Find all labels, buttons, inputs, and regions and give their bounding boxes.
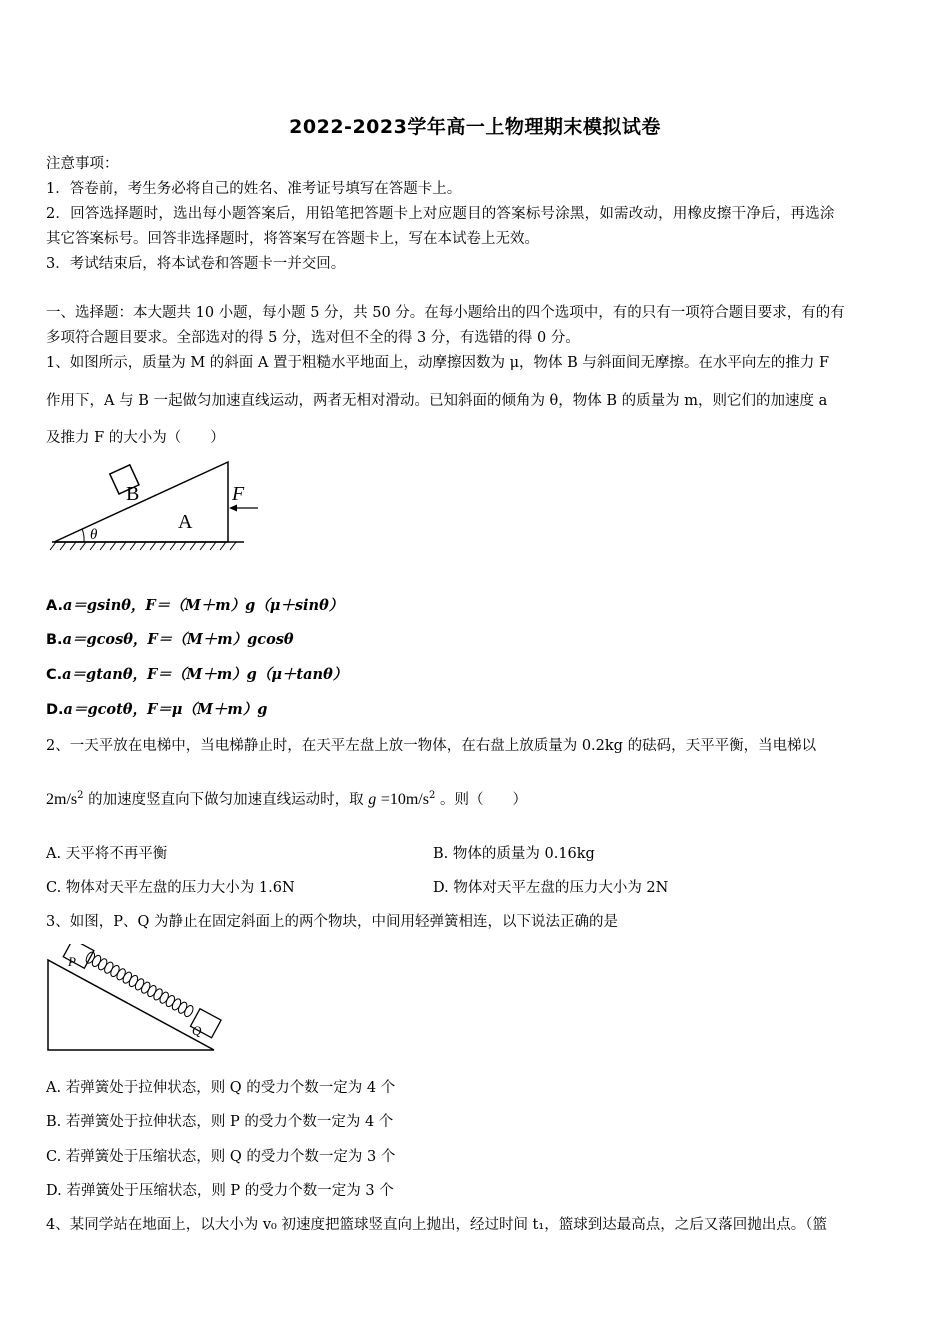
block-q-label: Q bbox=[192, 1023, 202, 1038]
block-p-label: P bbox=[68, 954, 76, 969]
q2-option-d[interactable]: D. 物体对天平左盘的压力大小为 2N bbox=[433, 880, 669, 896]
angle-label: θ bbox=[90, 527, 98, 543]
q3-option-a[interactable]: A. 若弹簧处于拉伸状态，则 Q 的受力个数一定为 4 个 bbox=[46, 1080, 396, 1096]
q2-option-b[interactable]: B. 物体的质量为 0.16kg bbox=[433, 846, 595, 862]
section-intro-line-2: 多项符合题目要求。全部选对的得 5 分，选对但不全的得 3 分，有选错的得 0 分。 bbox=[46, 330, 580, 346]
angle-arc bbox=[82, 529, 84, 542]
q2-g-value: =10m/s bbox=[380, 791, 429, 808]
q1-option-c-letter: C. bbox=[46, 667, 63, 683]
q1-option-c-text: a＝gtanθ，F＝（M＋m）g（μ＋tanθ） bbox=[62, 666, 348, 683]
q3-stem-line-1: 3、如图，P、Q 为静止在固定斜面上的两个物块，中间用轻弹簧相连，以下说法正确的是 bbox=[46, 914, 618, 930]
notice-item-1: 1．答卷前，考生务必将自己的姓名、准考证号填写在答题卡上。 bbox=[46, 181, 462, 197]
q1-option-a[interactable] bbox=[46, 594, 343, 615]
ground-hatch bbox=[50, 542, 236, 550]
q1-stem-line-2: 作用下，A 与 B 一起做匀加速直线运动，两者无相对滑动。已知斜面的倾角为 θ，物体 B 的质量为 m，则它们的加速度 a bbox=[46, 393, 828, 409]
q2-accel-exp: 2 bbox=[77, 790, 84, 802]
q1-option-b-letter: B. bbox=[46, 632, 63, 648]
wedge-a bbox=[54, 462, 228, 542]
q1-option-d-letter: D. bbox=[46, 702, 64, 718]
q2-accel-value: 2m/s bbox=[46, 791, 78, 808]
notice-heading: 注意事项： bbox=[46, 156, 119, 172]
q2-stem-line-1: 2、一天平放在电梯中，当电梯静止时，在天平左盘上放一物体，在右盘上放质量为 0.2kg 的砝码，天平平衡，当电梯以 bbox=[46, 738, 817, 754]
q2-g-symbol: g bbox=[368, 791, 377, 808]
q1-option-b-text: a＝gcosθ，F＝（M＋m）gcosθ bbox=[62, 631, 294, 648]
q1-option-a-text: a＝gsinθ，F＝（M＋m）g（μ＋sinθ） bbox=[63, 597, 344, 614]
q3-option-b[interactable]: B. 若弹簧处于拉伸状态，则 P 的受力个数一定为 4 个 bbox=[46, 1114, 394, 1130]
q1-stem-line-1: 1、如图所示，质量为 M 的斜面 A 置于粗糙水平地面上，动摩擦因数为 μ，物体 B 与斜面间无摩擦。在水平向左的推力 F bbox=[46, 355, 830, 371]
notice-item-3: 3．考试结束后，将本试卷和答题卡一并交回。 bbox=[46, 256, 346, 272]
block-b-label: B bbox=[126, 483, 140, 505]
q2-stem-mid: 的加速度竖直向下做匀加速直线运动时，取 bbox=[88, 792, 364, 808]
q1-figure-incline bbox=[46, 456, 266, 556]
force-arrowhead bbox=[229, 505, 237, 512]
wedge-a-label: A bbox=[178, 511, 193, 533]
force-label: F bbox=[232, 483, 245, 505]
notice-item-2b: 其它答案标号。回答非选择题时，将答案写在答题卡上，写在本试卷上无效。 bbox=[46, 231, 539, 247]
section-intro-line-1: 一、选择题：本大题共 10 小题，每小题 5 分，共 50 分。在每小题给出的四个选项中，有的只有一项符合题目要求，有的有 bbox=[46, 305, 845, 321]
q3-figure-spring bbox=[46, 944, 226, 1056]
q2-option-a[interactable]: A. 天平将不再平衡 bbox=[46, 846, 168, 862]
q2-stem-end: 。则（ ） bbox=[439, 792, 527, 808]
q4-stem-line-1: 4、某同学站在地面上，以大小为 v₀ 初速度把篮球竖直向上抛出，经过时间 t₁，篮球到达最高点，之后又落回抛出点。（篮 bbox=[46, 1217, 827, 1233]
q1-option-d-text: a＝gcotθ，F＝μ（M＋m）g bbox=[63, 701, 268, 718]
notice-item-2a: 2．回答选择题时，选出每小题答案后，用铅笔把答题卡上对应题目的答案标号涂黑，如需改动，用橡皮擦干净后，再选涂 bbox=[46, 206, 835, 222]
q2-option-c[interactable]: C. 物体对天平左盘的压力大小为 1.6N bbox=[46, 880, 295, 896]
spring bbox=[84, 951, 194, 1018]
q3-option-c[interactable]: C. 若弹簧处于压缩状态，则 Q 的受力个数一定为 3 个 bbox=[46, 1149, 396, 1165]
q1-option-b[interactable] bbox=[46, 628, 294, 649]
q2-stem-line-2 bbox=[46, 788, 527, 809]
q1-option-c[interactable] bbox=[46, 663, 347, 684]
q1-option-d[interactable] bbox=[46, 698, 267, 719]
q1-option-a-letter: A. bbox=[46, 598, 63, 614]
q2-g-exp: 2 bbox=[428, 790, 436, 802]
q1-stem-line-3: 及推力 F 的大小为（ ） bbox=[46, 430, 225, 446]
page-title: 2022-2023学年高一上物理期末模拟试卷 bbox=[289, 116, 661, 138]
q3-option-d[interactable]: D. 若弹簧处于压缩状态，则 P 的受力个数一定为 3 个 bbox=[46, 1183, 394, 1199]
